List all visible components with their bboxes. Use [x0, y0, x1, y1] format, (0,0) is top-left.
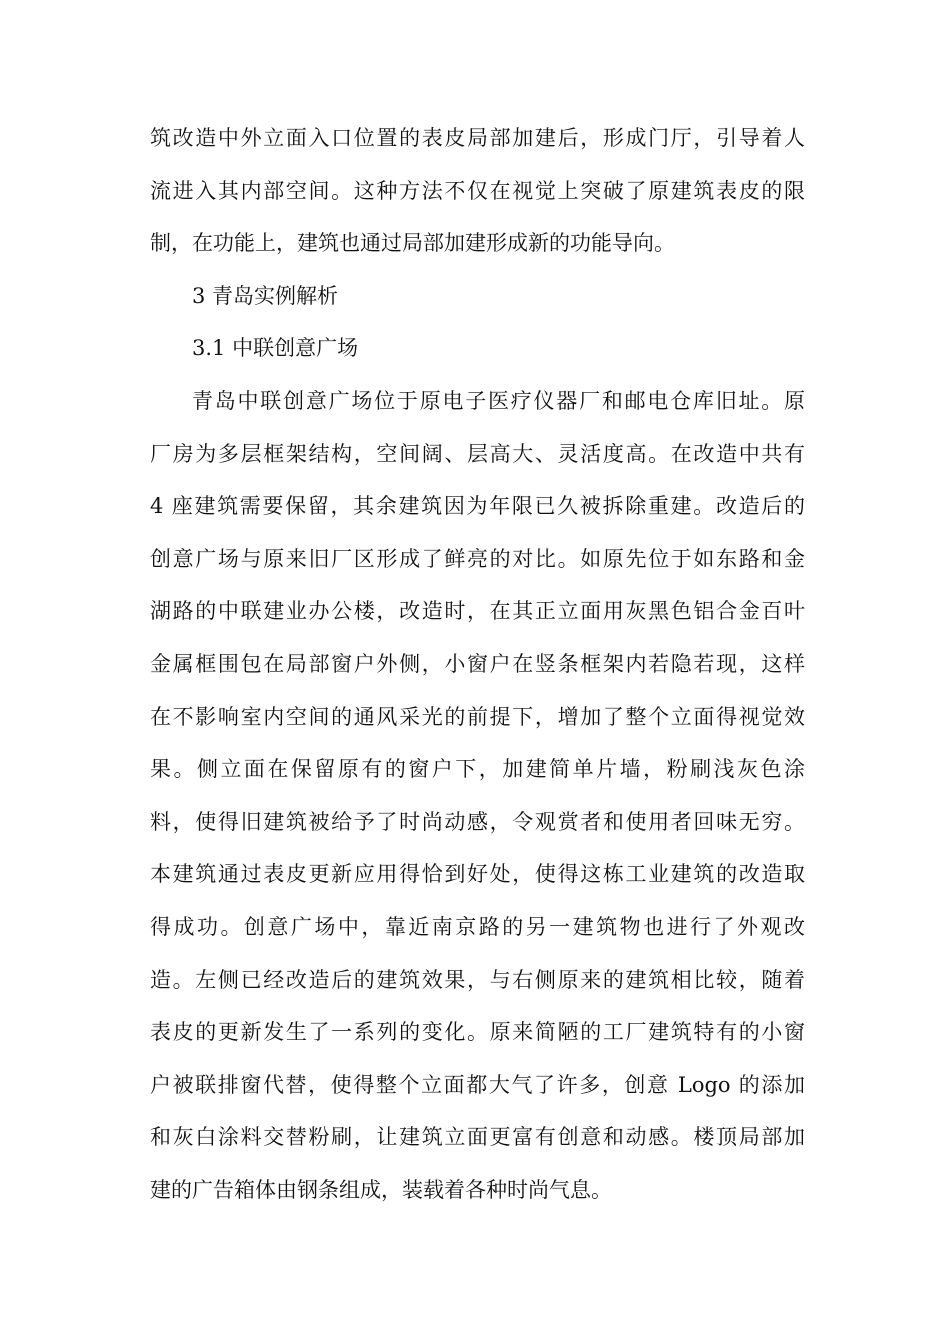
text-line: 表皮的更新发生了一系列的变化。原来简陋的工厂建筑特有的小窗 [150, 1020, 805, 1045]
text-line: 料，使得旧建筑被给予了时尚动感，令观赏者和使用者回味无穷。 [150, 809, 805, 834]
heading-text: 3 青岛实例解析 [192, 283, 339, 308]
section-heading [150, 270, 805, 323]
document-page [150, 112, 805, 1216]
heading-text: 3.1 中联创意广场 [192, 336, 359, 361]
text-line: 金属框围包在局部窗户外侧，小窗户在竖条框架内若隐若现，这样 [150, 651, 805, 676]
text-line: 创意广场与原来旧厂区形成了鲜亮的对比。如原先位于如东路和金 [150, 546, 805, 571]
text-line: 厂房为多层框架结构，空间阔、层高大、灵活度高。在改造中共有 [150, 441, 805, 466]
text-line: 制，在功能上，建筑也通过局部加建形成新的功能导向。 [150, 231, 675, 256]
text-line: 4 座建筑需要保留，其余建筑因为年限已久被拆除重建。改造后的 [150, 494, 805, 519]
text-line: 和灰白涂料交替粉刷，让建筑立面更富有创意和动感。楼顶局部加 [150, 1125, 805, 1150]
text-line: 青岛中联创意广场位于原电子医疗仪器厂和邮电仓库旧址。原 [192, 388, 805, 413]
text-line: 果。侧立面在保留原有的窗户下，加建简单片墙，粉刷浅灰色涂 [150, 757, 805, 782]
text-line: 户被联排窗代替，使得整个立面都大气了许多，创意 Logo 的添加 [150, 1072, 805, 1097]
subsection-heading [150, 322, 805, 375]
paragraph-body [150, 375, 805, 1217]
text-line: 造。左侧已经改造后的建筑效果，与右侧原来的建筑相比较，随着 [150, 967, 805, 992]
paragraph-intro-continued [150, 112, 805, 270]
text-line: 筑改造中外立面入口位置的表皮局部加建后，形成门厅，引导着人 [150, 126, 805, 150]
text-line: 湖路的中联建业办公楼，改造时，在其正立面用灰黑色铝合金百叶 [150, 599, 805, 624]
text-line: 在不影响室内空间的通风采光的前提下，增加了整个立面得视觉效 [150, 704, 805, 729]
text-line: 流进入其内部空间。这种方法不仅在视觉上突破了原建筑表皮的限 [150, 178, 805, 203]
text-line: 建的广告箱体由钢条组成，装载着各种时尚气息。 [150, 1177, 612, 1202]
text-line: 得成功。创意广场中，靠近南京路的另一建筑物也进行了外观改 [150, 914, 805, 939]
text-line: 本建筑通过表皮更新应用得恰到好处，使得这栋工业建筑的改造取 [150, 862, 805, 887]
